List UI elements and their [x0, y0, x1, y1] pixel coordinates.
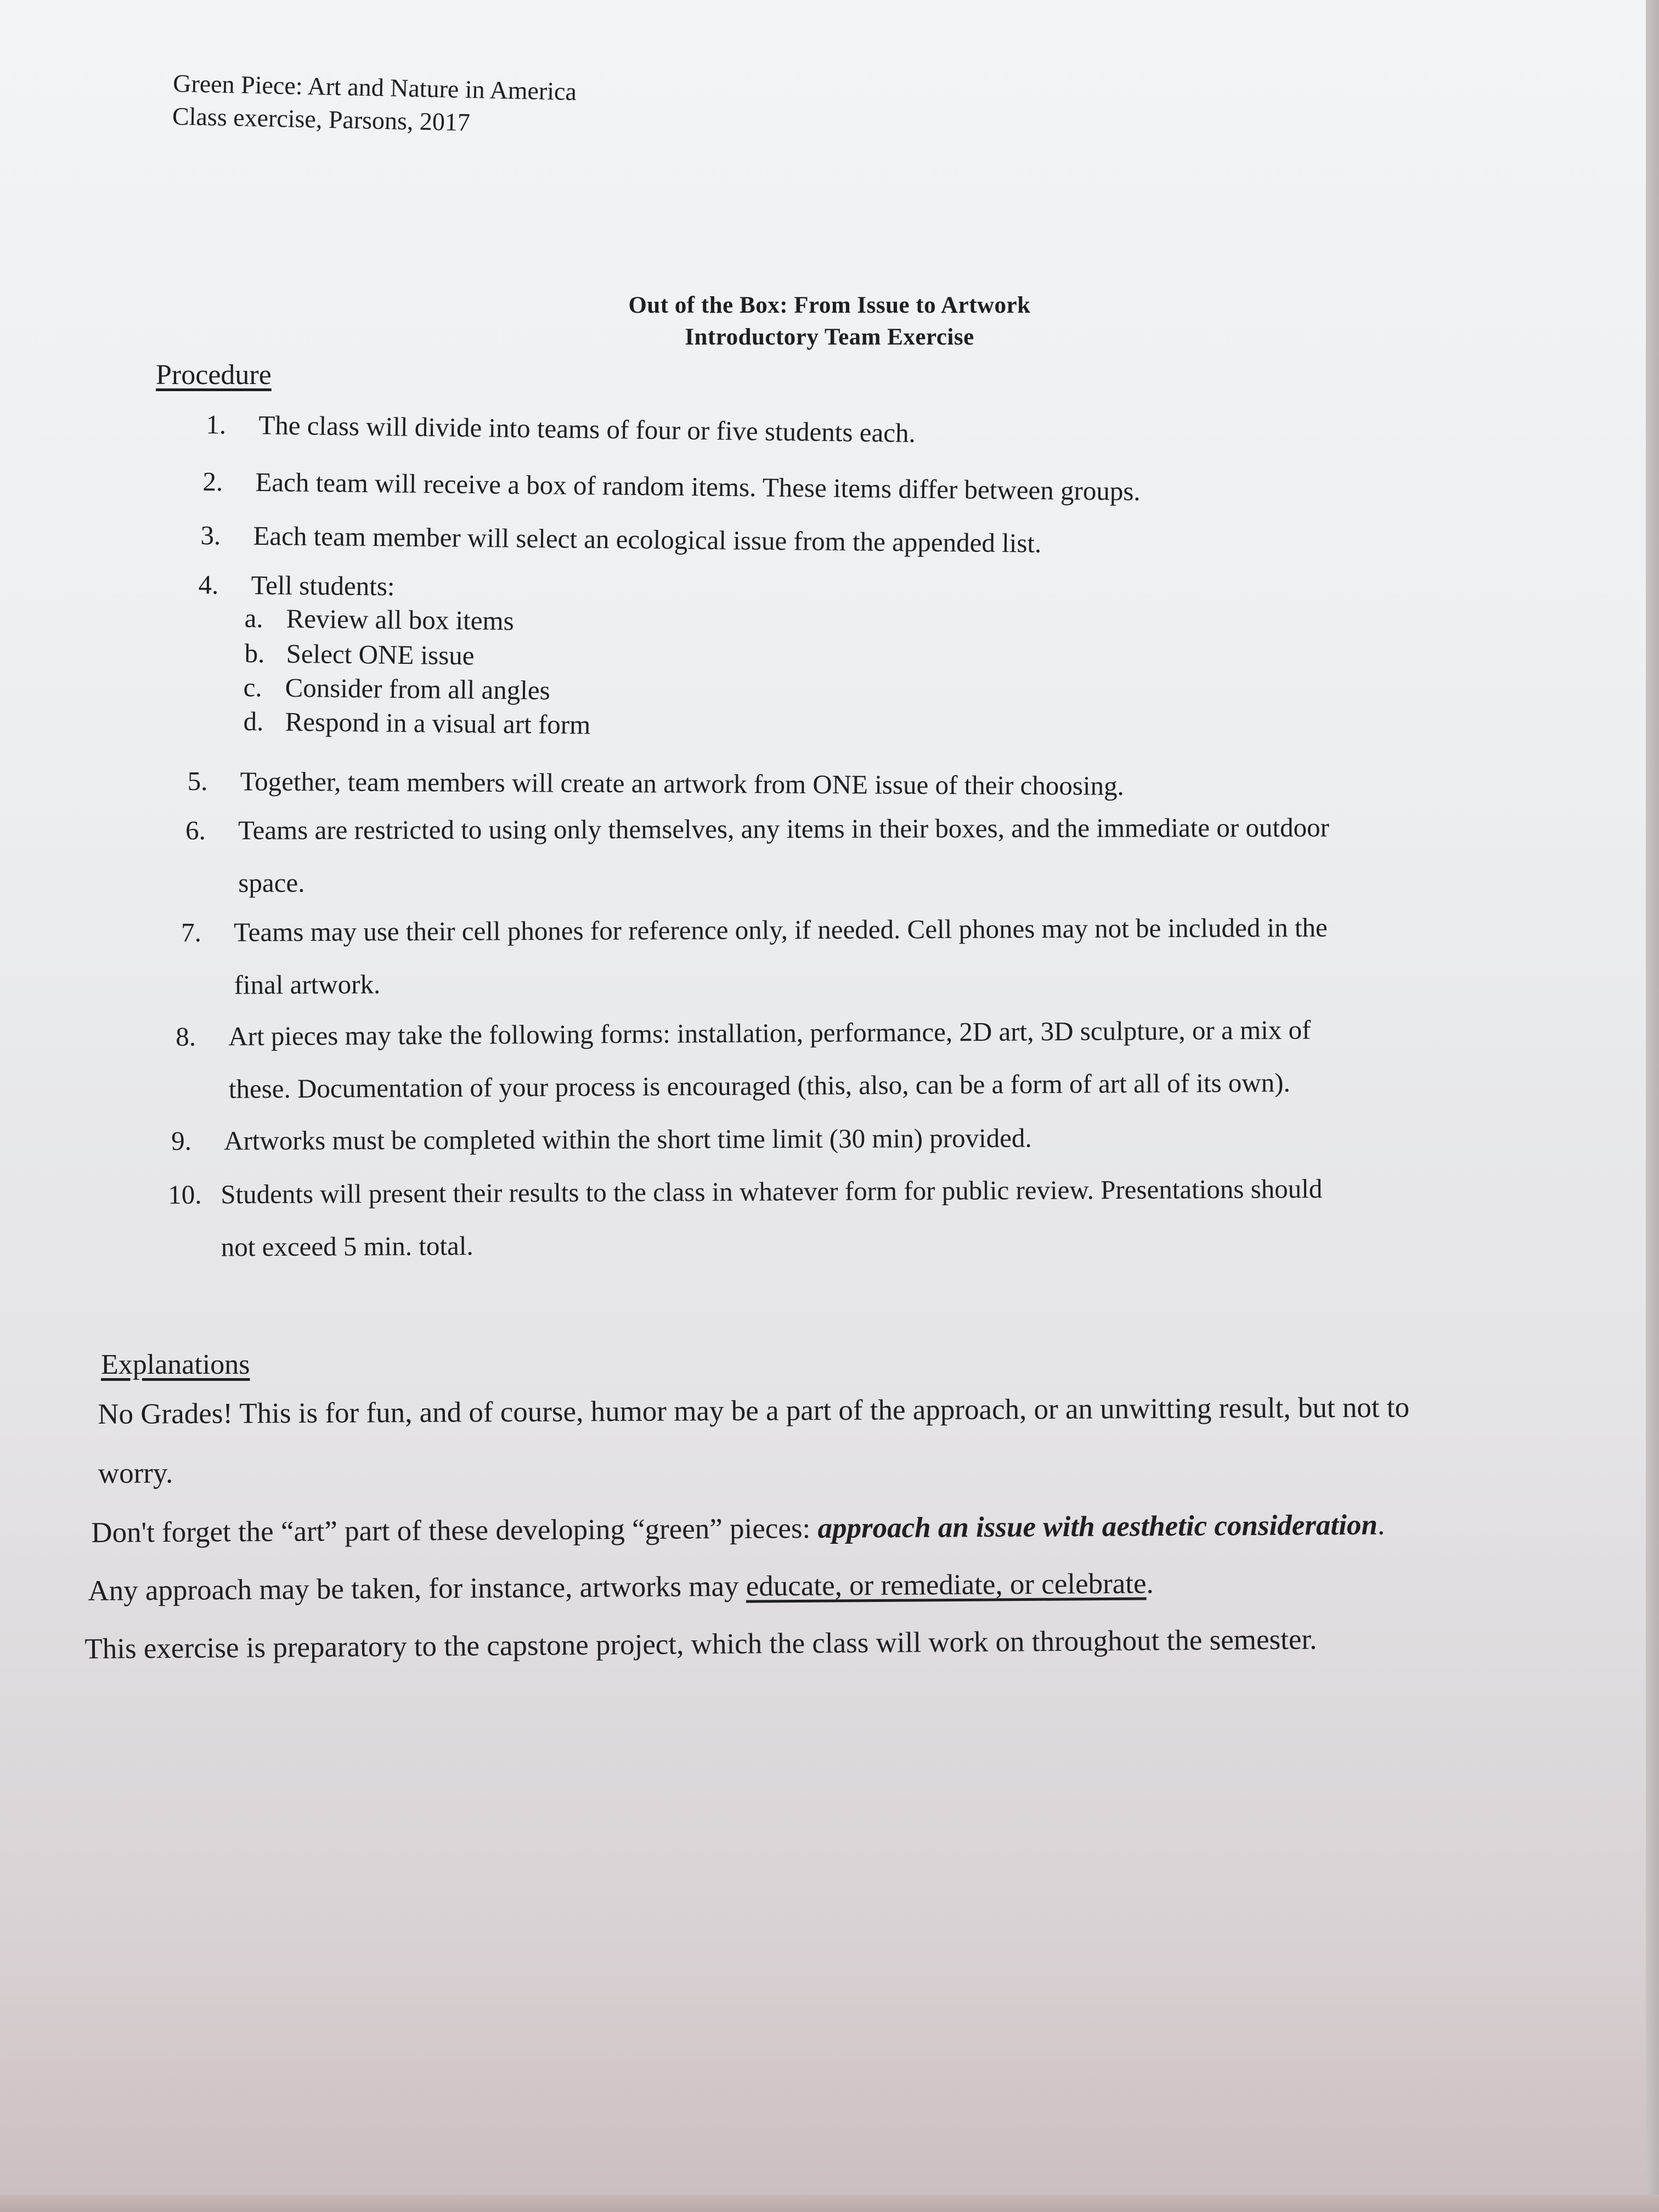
list-item-number: 1. — [206, 409, 227, 440]
list-item-number: 6. — [185, 815, 206, 845]
list-item-number: 10. — [168, 1179, 202, 1210]
list-item-text-continued: these. Documentation of your process is encouraged (this, also, can be a form of art all of its own). — [228, 1067, 1290, 1104]
sub-item-letter: b. — [244, 637, 265, 669]
sub-item-letter: d. — [243, 706, 264, 737]
sub-item-text: Review all box items — [286, 603, 515, 636]
explanation-text: . — [1377, 1509, 1385, 1541]
document-header — [172, 67, 577, 141]
list-item-text: Students will present their results to the class in whatever form for public review. Presentations should — [221, 1173, 1323, 1210]
sub-item-text: Respond in a visual art form — [285, 706, 591, 740]
list-item-text: Each team member will select an ecological issue from the appended list. — [253, 520, 1042, 558]
list-item-number: 2. — [202, 466, 223, 497]
list-item-number: 4. — [198, 569, 219, 600]
explanation-text: Any approach may be taken, for instance, artworks may — [88, 1570, 746, 1607]
list-item-number: 5. — [187, 765, 208, 797]
list-item-number: 9. — [171, 1125, 192, 1156]
sub-item-letter: c. — [243, 672, 262, 703]
background-bottom — [0, 2194, 1659, 2212]
list-item-text: Teams are restricted to using only themselves, any items in their boxes, and the immediate or outdoor — [238, 812, 1329, 845]
list-item-text: Teams may use their cell phones for reference only, if needed. Cell phones may not be included in the — [234, 912, 1328, 947]
list-item-text-continued: not exceed 5 min. total. — [221, 1231, 473, 1262]
list-item-text: Art pieces may take the following forms: installation, performance, 2D art, 3D sculpture, or a mix of — [228, 1014, 1311, 1052]
list-item-text: The class will divide into teams of four or five students each. — [258, 410, 916, 448]
list-item-number: 7. — [181, 917, 202, 947]
explanation-paragraph — [98, 1378, 1410, 1503]
explanation-line: worry. — [98, 1457, 173, 1489]
list-item-text: Artworks must be completed within the short time limit (30 min) provided. — [224, 1122, 1032, 1156]
sub-item-letter: a. — [244, 602, 263, 634]
explanation-text: . — [1146, 1567, 1154, 1600]
list-item-text: Tell students: — [251, 569, 395, 602]
explanation-line-capstone: This exercise is preparatory to the capstone project, which the class will work on throughout the semester. — [84, 1623, 1317, 1665]
underlined-text: educate, or remediate, or celebrate — [746, 1567, 1147, 1602]
sub-item-text: Consider from all angles — [285, 672, 551, 706]
exercise-title — [0, 290, 1659, 353]
list-item-number: 8. — [176, 1021, 196, 1052]
explanation-line: No Grades! This is for fun, and of course, humor may be a part of the approach, or an unwitting result, but not to — [98, 1391, 1410, 1430]
list-item-number: 3. — [200, 520, 221, 551]
explanations-heading: Explanations — [101, 1349, 250, 1380]
course-subtitle: Class exercise, Parsons, 2017 — [172, 101, 471, 137]
explanation-line-aesthetic — [91, 1496, 1385, 1562]
explanation-line-approach — [88, 1554, 1154, 1621]
emphasis-text: approach an issue with aesthetic consideration — [817, 1509, 1378, 1544]
list-item-text-continued: space. — [238, 867, 305, 898]
title-line-2: Introductory Team Exercise — [685, 324, 974, 350]
sub-item-text: Select ONE issue — [286, 638, 475, 671]
list-item-text: Each team will receive a box of random items. These items differ between groups. — [255, 467, 1141, 506]
explanation-text: Don't forget the “art” part of these developing “green” pieces: — [91, 1512, 818, 1549]
course-title: Green Piece: Art and Nature in America — [172, 69, 577, 106]
title-line-1: Out of the Box: From Issue to Artwork — [628, 292, 1031, 318]
list-item-text: Together, team members will create an artwork from ONE issue of their choosing. — [240, 766, 1124, 801]
procedure-heading: Procedure — [156, 359, 272, 391]
list-item-text-continued: final artwork. — [234, 969, 381, 1000]
